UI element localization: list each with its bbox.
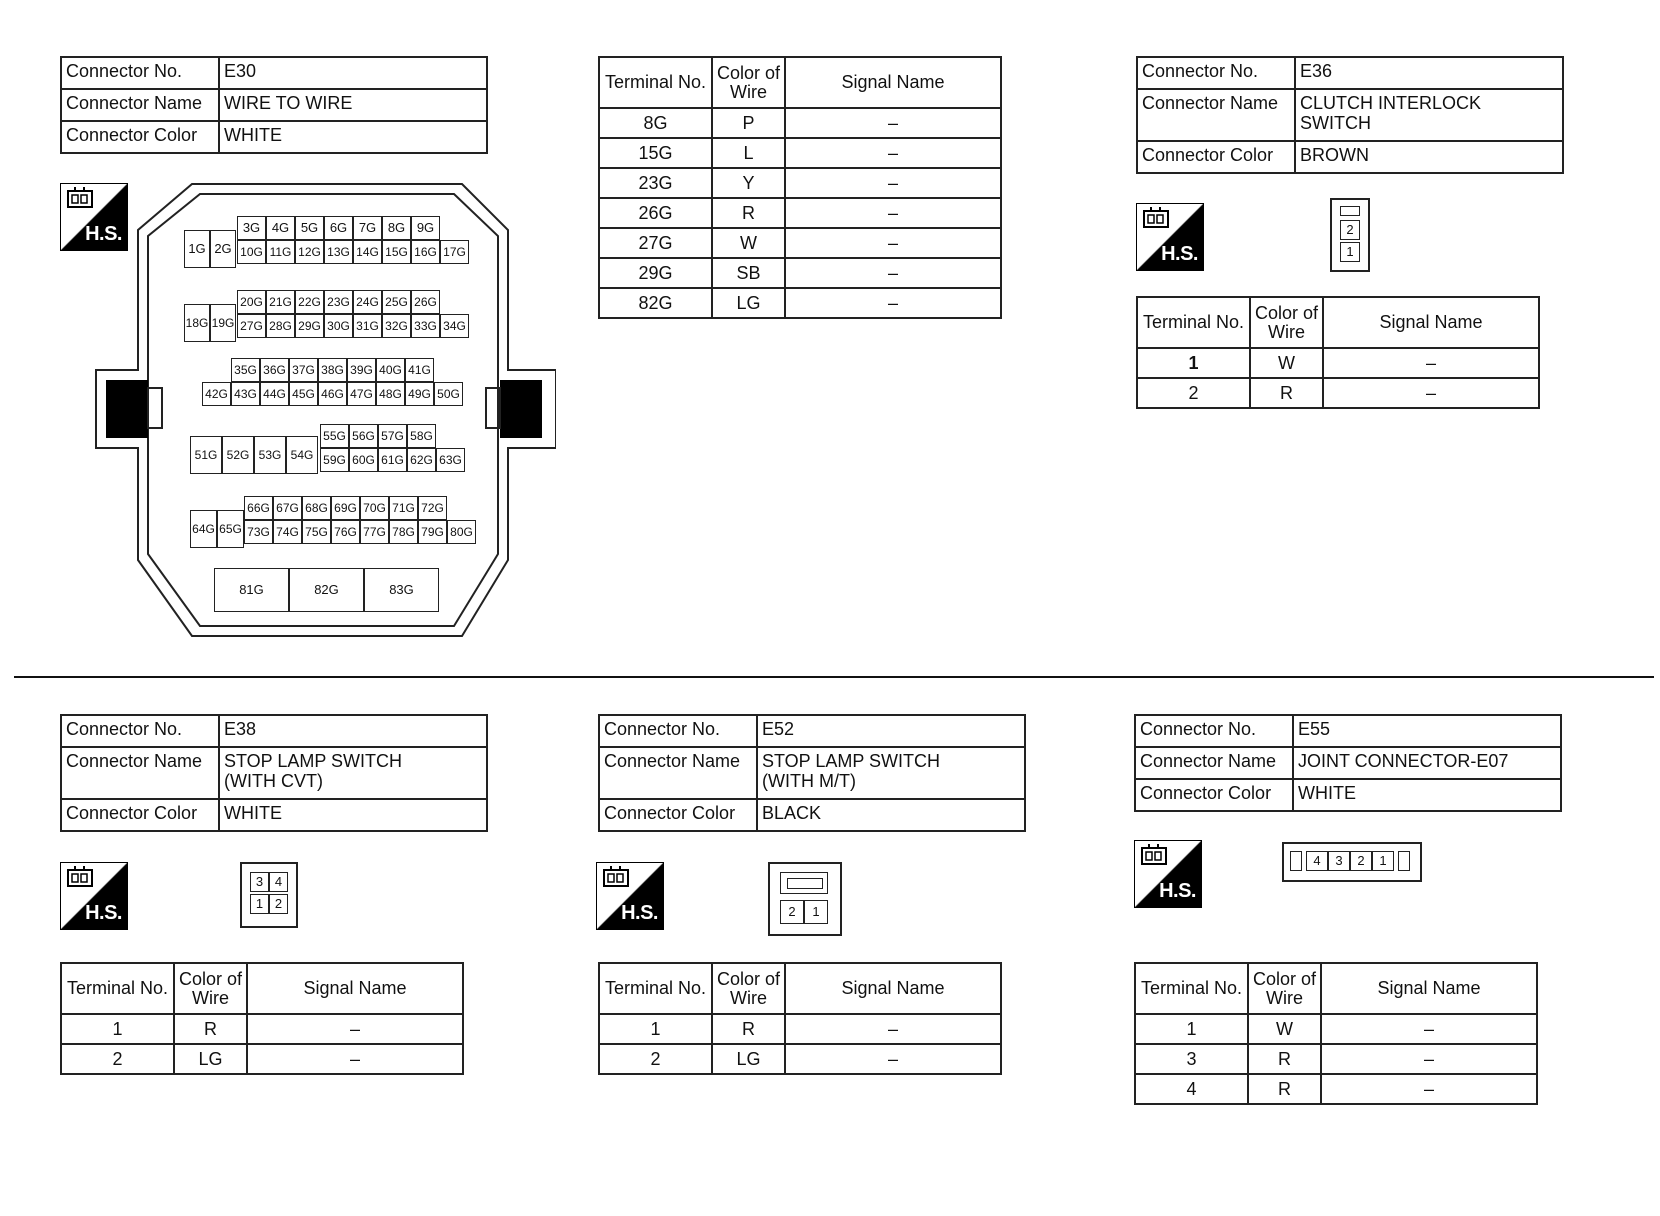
e55-hs-icon: [1134, 840, 1202, 908]
e30-pin-17g: 17G: [440, 240, 469, 264]
connector-name-value: CLUTCH INTERLOCK SWITCH: [1295, 89, 1563, 141]
wire-color: W: [1248, 1014, 1321, 1044]
terminal-no: 1: [61, 1014, 174, 1044]
label-connector-name: Connector Name: [1137, 89, 1295, 141]
e30-pin-76g: 76G: [331, 520, 360, 544]
wire-color: Y: [712, 168, 785, 198]
e30-pin-52g: 52G: [222, 436, 254, 474]
terminal-no: 29G: [599, 258, 712, 288]
e55-pin: 4: [1306, 851, 1328, 871]
e30-pin-59g: 59G: [320, 448, 349, 472]
e36-pin: 1: [1340, 242, 1360, 262]
header-color-of-wire: Color of Wire: [1248, 963, 1321, 1014]
table-row: [1137, 348, 1539, 378]
connector-name-value: STOP LAMP SWITCH (WITH CVT): [219, 747, 487, 799]
e30-pin-50g: 50G: [434, 382, 463, 406]
e30-pin-29g: 29G: [295, 314, 324, 338]
wire-color: R: [174, 1014, 247, 1044]
wire-color: LG: [712, 1044, 785, 1074]
label-connector-no: Connector No.: [61, 57, 219, 89]
header-color-of-wire: Color of Wire: [712, 963, 785, 1014]
e52-terminal-table: [598, 962, 1002, 1075]
e52-latch: [780, 872, 828, 894]
e30-pin-56g: 56G: [349, 424, 378, 448]
terminal-no: 2: [1137, 378, 1250, 408]
e36-terminal-table: [1136, 296, 1540, 409]
e38-pin: 4: [269, 872, 288, 892]
table-row: [61, 1014, 463, 1044]
e30-pin-67g: 67G: [273, 496, 302, 520]
signal-name: –: [785, 108, 1001, 138]
label-connector-no: Connector No.: [599, 715, 757, 747]
table-row: [61, 1044, 463, 1074]
terminal-no: 8G: [599, 108, 712, 138]
label-connector-no: Connector No.: [61, 715, 219, 747]
wire-color: R: [712, 1014, 785, 1044]
e55-pin: 3: [1328, 851, 1350, 871]
section-divider: [14, 676, 1654, 678]
connector-no-value: E30: [219, 57, 487, 89]
signal-name: –: [785, 258, 1001, 288]
signal-name: –: [247, 1014, 463, 1044]
e30-pin-49g: 49G: [405, 382, 434, 406]
e55-connector-info: [1134, 714, 1562, 812]
header-terminal-no: Terminal No.: [1137, 297, 1250, 348]
hs-label: H.S.: [85, 223, 122, 245]
e30-pin-55g: 55G: [320, 424, 349, 448]
e30-pin-51g: 51G: [190, 436, 222, 474]
header-color-of-wire: Color of Wire: [1250, 297, 1323, 348]
e30-pin-74g: 74G: [273, 520, 302, 544]
e30-pin-14g: 14G: [353, 240, 382, 264]
e30-pin-80g: 80G: [447, 520, 476, 544]
wire-color: W: [1250, 348, 1323, 378]
terminal-no: 2: [61, 1044, 174, 1074]
hs-label: H.S.: [1159, 880, 1196, 902]
e30-pin-39g: 39G: [347, 358, 376, 382]
terminal-no: 23G: [599, 168, 712, 198]
e30-pin-72g: 72G: [418, 496, 447, 520]
wire-color: SB: [712, 258, 785, 288]
header-terminal-no: Terminal No.: [599, 57, 712, 108]
signal-name: –: [785, 1014, 1001, 1044]
e36-hs-icon: [1136, 203, 1204, 271]
connector-no-value: E36: [1295, 57, 1563, 89]
connector-name-value: JOINT CONNECTOR-E07: [1293, 747, 1561, 779]
e30-pin-45g: 45G: [289, 382, 318, 406]
header-signal-name: Signal Name: [785, 963, 1001, 1014]
connector-color-value: BROWN: [1295, 141, 1563, 173]
label-connector-color: Connector Color: [61, 799, 219, 831]
e55-pin: 2: [1350, 851, 1372, 871]
e30-pin-62g: 62G: [407, 448, 436, 472]
e30-pin-map: [92, 180, 556, 640]
label-connector-name: Connector Name: [61, 89, 219, 121]
e38-hs-icon: [60, 862, 128, 930]
table-row: [599, 1014, 1001, 1044]
table-row: [599, 168, 1001, 198]
header-signal-name: Signal Name: [1323, 297, 1539, 348]
e30-pin-78g: 78G: [389, 520, 418, 544]
e55-pin: 1: [1372, 851, 1394, 871]
wire-color: R: [1248, 1044, 1321, 1074]
table-row: [599, 1044, 1001, 1074]
e30-pin-4g: 4G: [266, 216, 295, 240]
terminal-no: 27G: [599, 228, 712, 258]
terminal-no: 2: [599, 1044, 712, 1074]
e30-pin-69g: 69G: [331, 496, 360, 520]
wire-color: LG: [174, 1044, 247, 1074]
e30-pin-81g: 81G: [214, 568, 289, 612]
e30-pin-36g: 36G: [260, 358, 289, 382]
signal-name: –: [1321, 1014, 1537, 1044]
e55-latch-left: [1290, 851, 1302, 871]
header-terminal-no: Terminal No.: [1135, 963, 1248, 1014]
e30-pin-34g: 34G: [440, 314, 469, 338]
e52-hs-icon: [596, 862, 664, 930]
header-color-of-wire: Color of Wire: [712, 57, 785, 108]
terminal-no: 4: [1135, 1074, 1248, 1104]
connector-color-value: BLACK: [757, 799, 1025, 831]
e30-pin-5g: 5G: [295, 216, 324, 240]
e30-pin-18g: 18G: [184, 304, 210, 342]
e30-pin-63g: 63G: [436, 448, 465, 472]
e30-pin-20g: 20G: [237, 290, 266, 314]
label-connector-name: Connector Name: [61, 747, 219, 799]
e30-pin-48g: 48G: [376, 382, 405, 406]
e55-connector-face: [1282, 842, 1422, 882]
e38-pin: 2: [269, 894, 288, 914]
connector-no-value: E52: [757, 715, 1025, 747]
e52-connector-info: [598, 714, 1026, 832]
table-row: [1135, 1074, 1537, 1104]
e30-pin-41g: 41G: [405, 358, 434, 382]
e30-pin-83g: 83G: [364, 568, 439, 612]
signal-name: –: [785, 288, 1001, 318]
e30-pin-9g: 9G: [411, 216, 440, 240]
e30-pin-28g: 28G: [266, 314, 295, 338]
label-connector-name: Connector Name: [1135, 747, 1293, 779]
e30-pin-35g: 35G: [231, 358, 260, 382]
e30-pin-6g: 6G: [324, 216, 353, 240]
label-connector-no: Connector No.: [1137, 57, 1295, 89]
wire-color: W: [712, 228, 785, 258]
e30-pin-10g: 10G: [237, 240, 266, 264]
e30-pin-37g: 37G: [289, 358, 318, 382]
e30-pin-15g: 15G: [382, 240, 411, 264]
e30-pin-30g: 30G: [324, 314, 353, 338]
e30-pin-70g: 70G: [360, 496, 389, 520]
terminal-no: 1: [1137, 348, 1250, 378]
e38-pin: 3: [250, 872, 269, 892]
label-connector-color: Connector Color: [599, 799, 757, 831]
signal-name: –: [1323, 348, 1539, 378]
wire-color: L: [712, 138, 785, 168]
connector-color-value: WHITE: [1293, 779, 1561, 811]
e30-pin-11g: 11G: [266, 240, 295, 264]
e36-latch: [1340, 206, 1360, 216]
terminal-no: 1: [1135, 1014, 1248, 1044]
e30-pin-24g: 24G: [353, 290, 382, 314]
label-connector-color: Connector Color: [61, 121, 219, 153]
signal-name: –: [785, 228, 1001, 258]
e30-pin-32g: 32G: [382, 314, 411, 338]
e30-pin-61g: 61G: [378, 448, 407, 472]
label-connector-no: Connector No.: [1135, 715, 1293, 747]
e30-pin-42g: 42G: [202, 382, 231, 406]
signal-name: –: [1321, 1074, 1537, 1104]
e30-pin-31g: 31G: [353, 314, 382, 338]
wire-color: R: [1248, 1074, 1321, 1104]
connector-name-value: STOP LAMP SWITCH (WITH M/T): [757, 747, 1025, 799]
table-row: [1137, 378, 1539, 408]
e30-pin-79g: 79G: [418, 520, 447, 544]
wire-color: R: [712, 198, 785, 228]
e30-connector-face: [92, 180, 556, 640]
table-row: [599, 108, 1001, 138]
e30-pin-16g: 16G: [411, 240, 440, 264]
hs-label: H.S.: [621, 902, 658, 924]
e30-pin-54g: 54G: [286, 436, 318, 474]
signal-name: –: [1323, 378, 1539, 408]
e30-pin-60g: 60G: [349, 448, 378, 472]
label-connector-color: Connector Color: [1135, 779, 1293, 811]
signal-name: –: [785, 198, 1001, 228]
e30-pin-1g: 1G: [184, 230, 210, 268]
e30-pin-73g: 73G: [244, 520, 273, 544]
table-row: [599, 258, 1001, 288]
signal-name: –: [785, 138, 1001, 168]
header-signal-name: Signal Name: [1321, 963, 1537, 1014]
e30-pin-44g: 44G: [260, 382, 289, 406]
connector-color-value: WHITE: [219, 799, 487, 831]
table-row: [1135, 1014, 1537, 1044]
e30-pin-58g: 58G: [407, 424, 436, 448]
connector-name-value: WIRE TO WIRE: [219, 89, 487, 121]
e30-pin-43g: 43G: [231, 382, 260, 406]
terminal-no: 1: [599, 1014, 712, 1044]
e30-pin-26g: 26G: [411, 290, 440, 314]
e38-connector-face: [240, 862, 298, 928]
e36-connector-info: [1136, 56, 1564, 174]
e30-pin-57g: 57G: [378, 424, 407, 448]
e30-pin-46g: 46G: [318, 382, 347, 406]
e30-pin-38g: 38G: [318, 358, 347, 382]
e38-connector-info: [60, 714, 488, 832]
wire-color: P: [712, 108, 785, 138]
wire-color: R: [1250, 378, 1323, 408]
e30-pin-12g: 12G: [295, 240, 324, 264]
wire-color: LG: [712, 288, 785, 318]
e30-connector-info: [60, 56, 488, 154]
terminal-no: 82G: [599, 288, 712, 318]
e55-terminal-table: [1134, 962, 1538, 1105]
signal-name: –: [785, 1044, 1001, 1074]
e30-pin-23g: 23G: [324, 290, 353, 314]
signal-name: –: [247, 1044, 463, 1074]
table-row: [599, 138, 1001, 168]
e36-pin: 2: [1340, 220, 1360, 240]
terminal-no: 3: [1135, 1044, 1248, 1074]
e30-pin-77g: 77G: [360, 520, 389, 544]
terminal-no: 26G: [599, 198, 712, 228]
e55-latch-right: [1398, 851, 1410, 871]
e30-pin-25g: 25G: [382, 290, 411, 314]
signal-name: –: [1321, 1044, 1537, 1074]
e38-terminal-table: [60, 962, 464, 1075]
e30-pin-19g: 19G: [210, 304, 236, 342]
connector-color-value: WHITE: [219, 121, 487, 153]
e52-pin: 2: [780, 900, 804, 924]
e30-pin-65g: 65G: [217, 510, 244, 548]
e30-pin-13g: 13G: [324, 240, 353, 264]
label-connector-name: Connector Name: [599, 747, 757, 799]
hs-label: H.S.: [1161, 243, 1198, 265]
table-row: [599, 198, 1001, 228]
e36-connector-face: [1330, 198, 1370, 272]
e30-pin-53g: 53G: [254, 436, 286, 474]
e52-pin: 1: [804, 900, 828, 924]
header-terminal-no: Terminal No.: [599, 963, 712, 1014]
table-row: [1135, 1044, 1537, 1074]
e30-terminal-table: [598, 56, 1002, 319]
terminal-no: 15G: [599, 138, 712, 168]
e30-pin-33g: 33G: [411, 314, 440, 338]
connector-no-value: E38: [219, 715, 487, 747]
signal-name: –: [785, 168, 1001, 198]
e30-pin-22g: 22G: [295, 290, 324, 314]
label-connector-color: Connector Color: [1137, 141, 1295, 173]
e30-pin-40g: 40G: [376, 358, 405, 382]
e30-pin-2g: 2G: [210, 230, 236, 268]
e30-pin-64g: 64G: [190, 510, 217, 548]
e38-pin: 1: [250, 894, 269, 914]
e30-pin-71g: 71G: [389, 496, 418, 520]
table-row: [599, 288, 1001, 318]
e30-pin-68g: 68G: [302, 496, 331, 520]
e30-pin-27g: 27G: [237, 314, 266, 338]
table-row: [599, 228, 1001, 258]
e30-pin-3g: 3G: [237, 216, 266, 240]
e30-pin-82g: 82G: [289, 568, 364, 612]
e30-pin-7g: 7G: [353, 216, 382, 240]
e30-pin-8g: 8G: [382, 216, 411, 240]
connector-no-value: E55: [1293, 715, 1561, 747]
header-signal-name: Signal Name: [785, 57, 1001, 108]
hs-label: H.S.: [85, 902, 122, 924]
e52-connector-face: [768, 862, 842, 936]
e30-pin-66g: 66G: [244, 496, 273, 520]
header-terminal-no: Terminal No.: [61, 963, 174, 1014]
e30-pin-47g: 47G: [347, 382, 376, 406]
header-signal-name: Signal Name: [247, 963, 463, 1014]
e30-pin-75g: 75G: [302, 520, 331, 544]
header-color-of-wire: Color of Wire: [174, 963, 247, 1014]
e30-pin-21g: 21G: [266, 290, 295, 314]
